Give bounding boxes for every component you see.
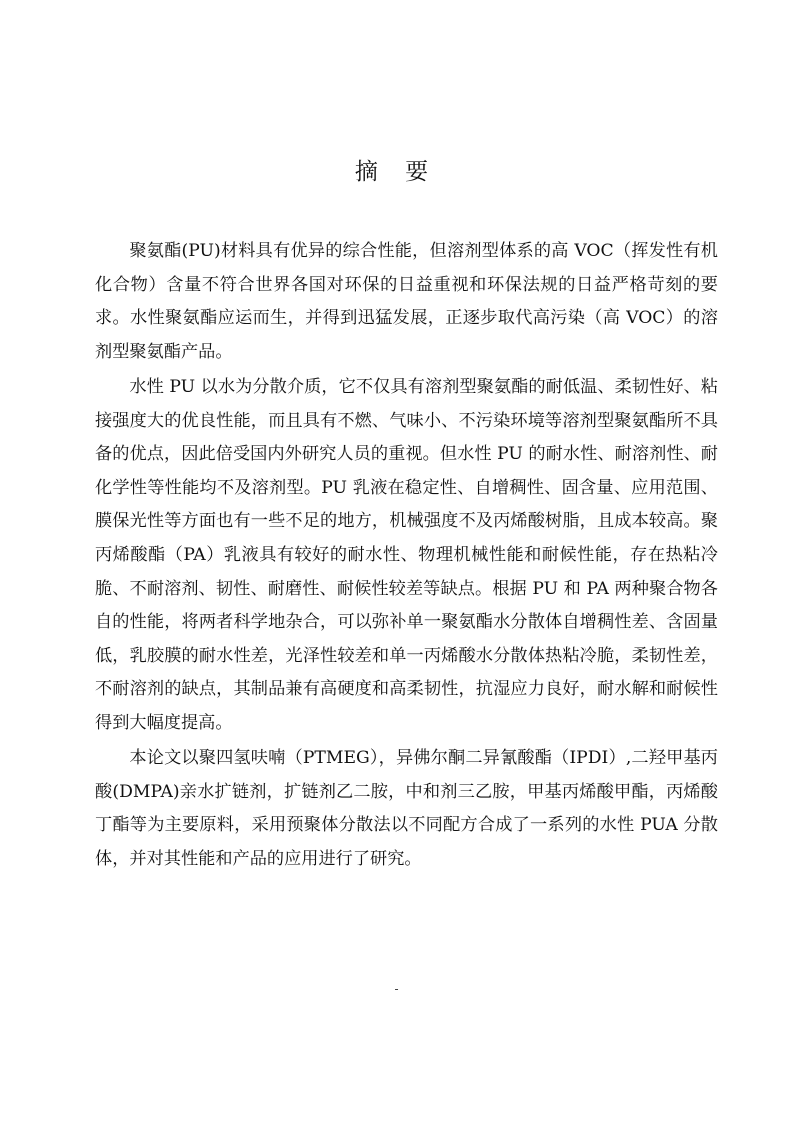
paragraph-3: 本论文以聚四氢呋喃（PTMEG），异佛尔酮二异氰酸酯（IPDI）,二羟甲基丙酸(DMPA)亲水扩链剂，扩链剂乙二胺，中和剂三乙胺，甲基丙烯酸甲酯，丙烯酸丁酯等为主要原料，采用预聚体分散法以不同配方合成了一系列的水性 PUA 分散体，并对其性能和产品的应用进行了研究。 [95,748,718,869]
paragraph-2: 水性 PU 以水为分散介质，它不仅具有溶剂型聚氨酯的耐低温、柔韧性好、粘接强度大的优良性能，而且具有不燃、气味小、不污染环境等溶剂型聚氨酯所不具备的优点，因此倍受国内外研究人员的重视。但水性 PU 的耐水性、耐溶剂性、耐化学性等性能均不及溶剂型。PU 乳液在稳定性、自增稠性、固含量、应用范围、膜保光性等方面也有一些不足的地方，机械强度不及丙烯酸树脂，且成本较高。聚丙烯酸酯（PA）乳液具有较好的耐水性、物理机械性能和耐候性能，存在热粘冷脆、不耐溶剂、韧性、耐磨性、耐候性较差等缺点。根据 PU 和 PA 两种聚合物各自的性能，将两者科学地杂合，可以弥补单一聚氨酯水分散体自增稠性差、含固量低，乳胶膜的耐水性差，光泽性较差和单一丙烯酸水分散体热粘冷脆，柔韧性差，不耐溶剂的缺点，其制品兼有高硬度和高柔韧性，抗湿应力良好，耐水解和耐候性得到大幅度提高。 [95,376,718,733]
page-footer-mark: - [394,982,399,996]
abstract-title: 摘 要 [354,159,439,185]
abstract-body [95,235,718,878]
paragraph-1: 聚氨酯(PU)材料具有优异的综合性能，但溶剂型体系的高 VOC（挥发性有机化合物）含量不符合世界各国对环保的日益重视和环保法规的日益严格苛刻的要求。水性聚氨酯应运而生，并得到迅猛发展，正逐步取代高污染（高 VOC）的溶剂型聚氨酯产品。 [95,241,718,362]
